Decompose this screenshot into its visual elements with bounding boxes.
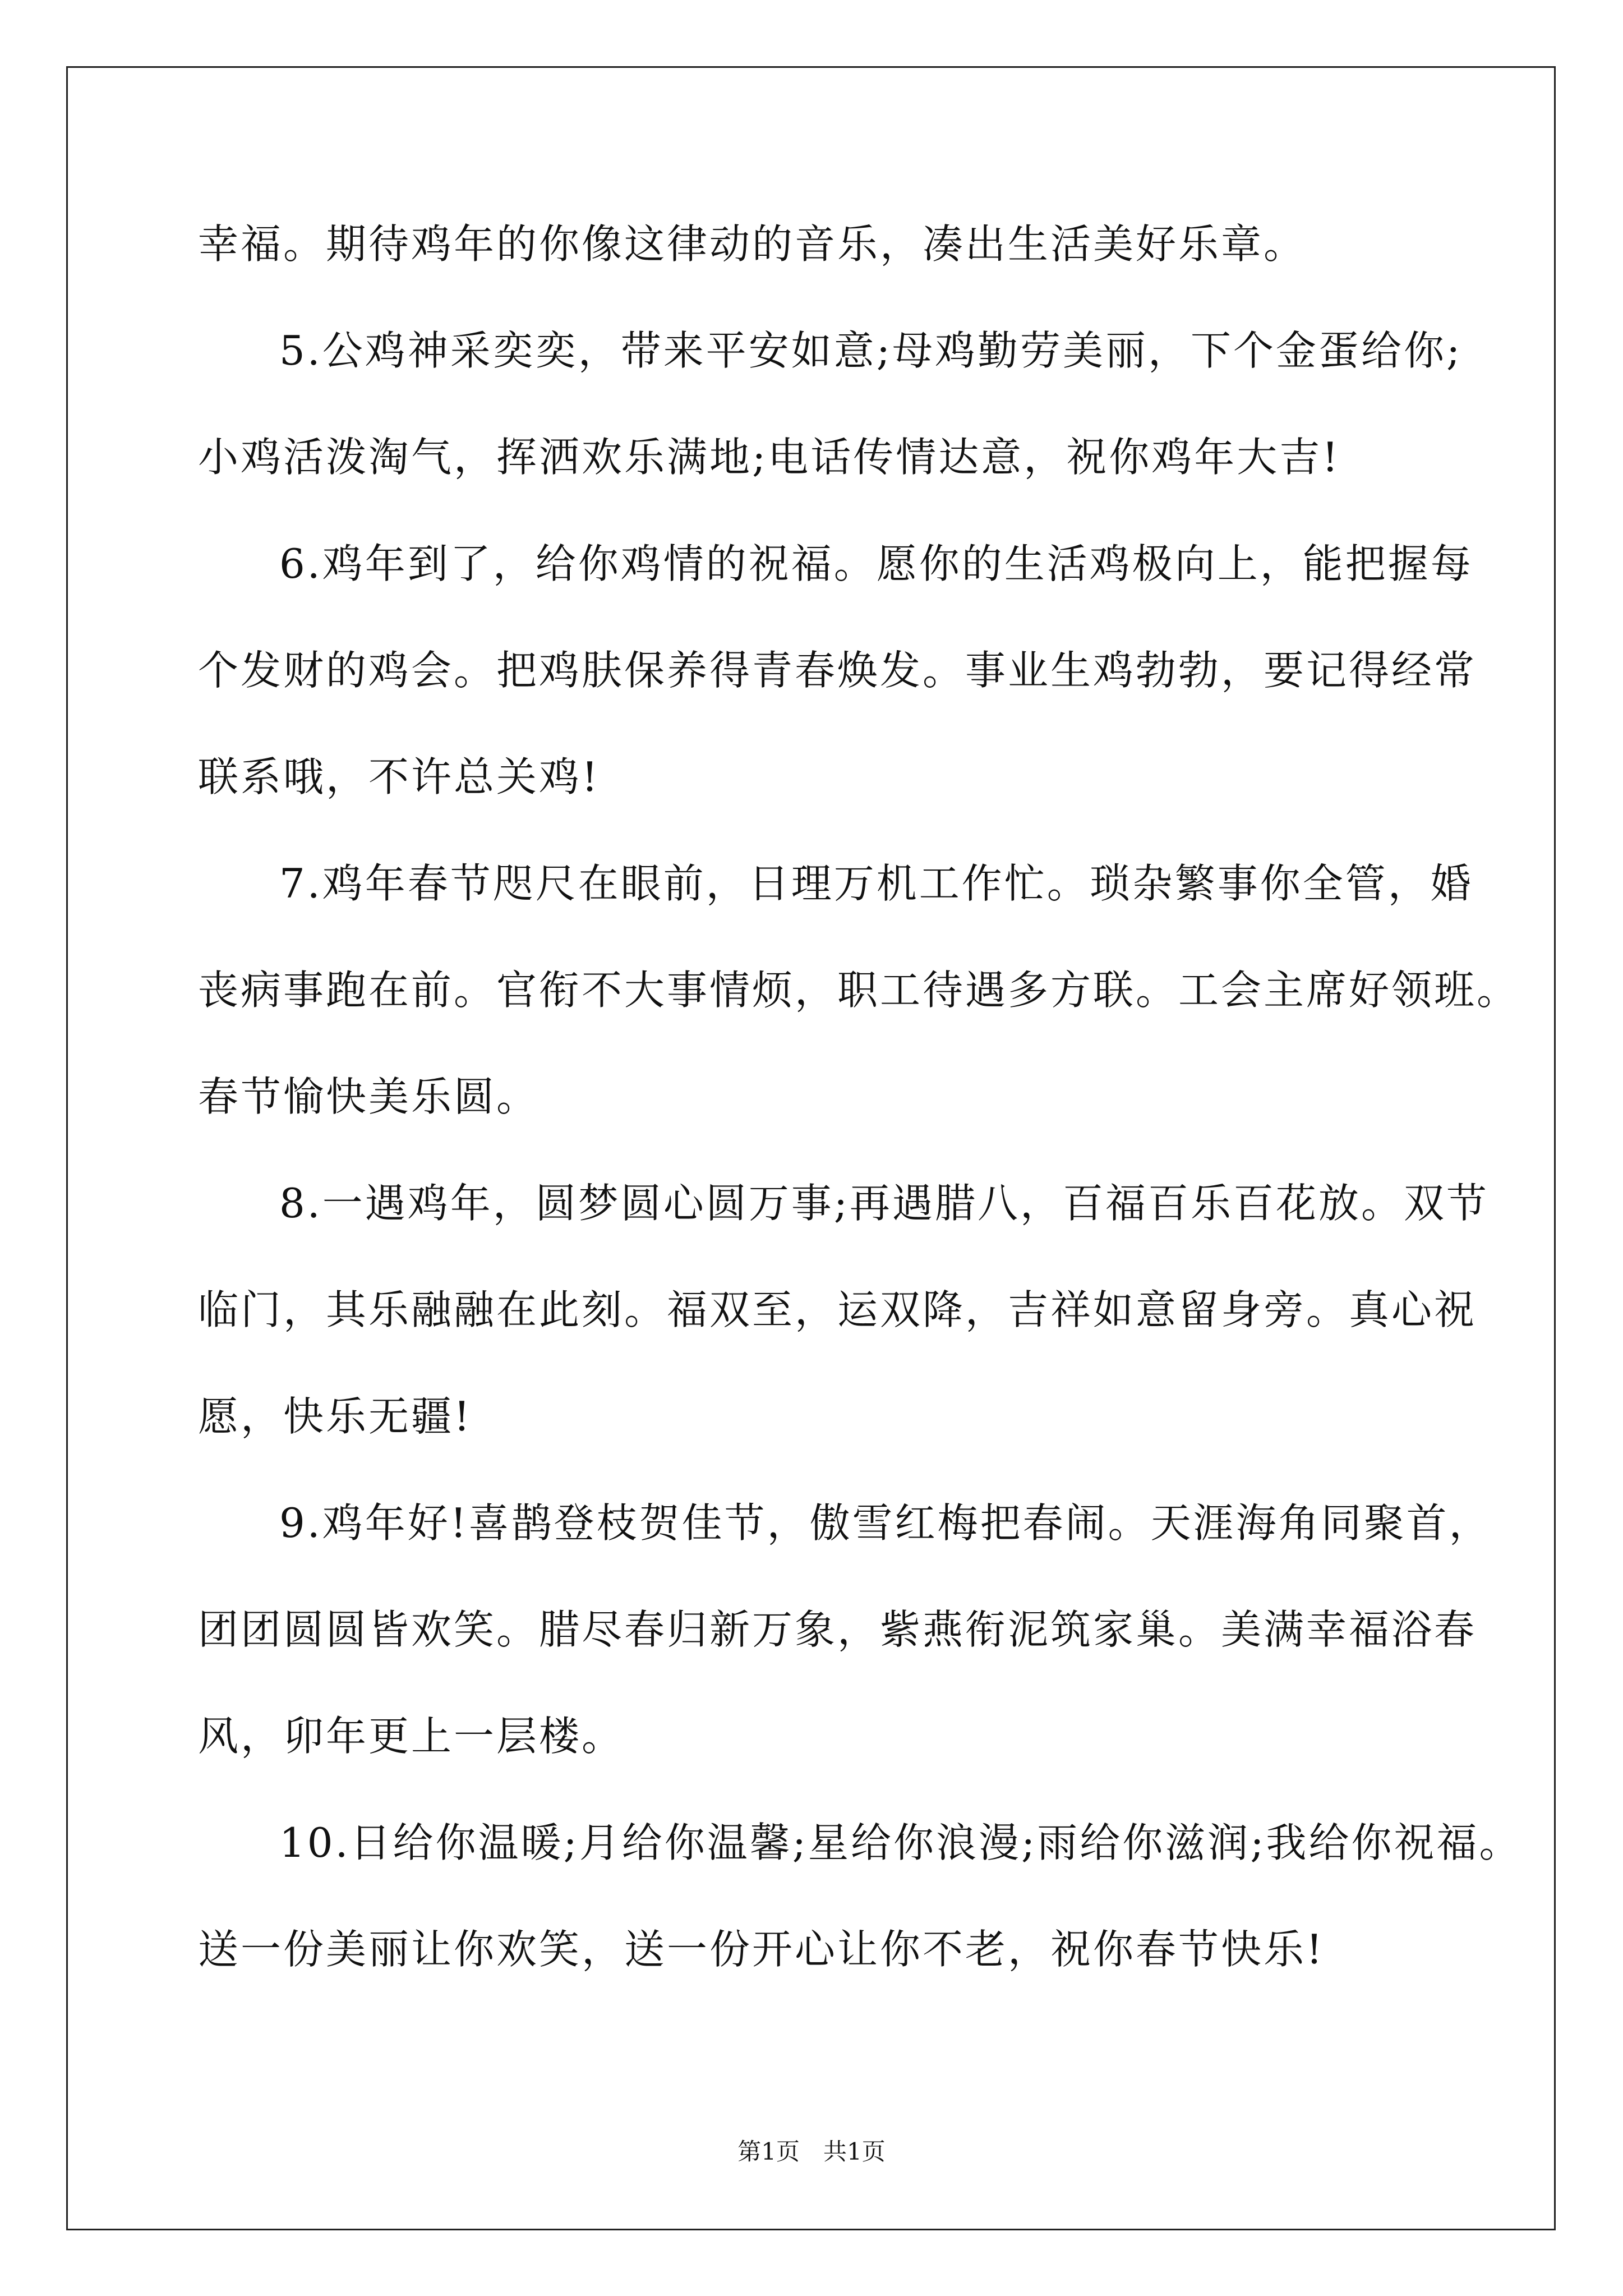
text-line: 9.鸡年好!喜鹊登枝贺佳节，傲雪红梅把春闹。天涯海角同聚首， xyxy=(279,1499,1492,1547)
text-line: 幸福。期待鸡年的你像这律动的音乐，凑出生活美好乐章。 xyxy=(198,220,1307,268)
page-footer: 第1页 共1页 xyxy=(737,2138,886,2165)
text-line: 联系哦，不许总关鸡! xyxy=(198,753,600,800)
text-line: 丧病事跑在前。官衔不大事情烦，职工待遇多方联。工会主席好领班。 xyxy=(198,967,1520,1014)
text-line: 春节愉快美乐圆。 xyxy=(198,1073,540,1120)
text-line: 风，卯年更上一层楼。 xyxy=(198,1713,625,1760)
text-line: 临门，其乐融融在此刻。福双至，运双降，吉祥如意留身旁。真心祝 xyxy=(198,1286,1477,1333)
text-line: 10.日给你温暖;月给你温馨;星给你浪漫;雨给你滋润;我给你祝福。 xyxy=(279,1819,1522,1866)
text-line: 送一份美丽让你欢笑，送一份开心让你不老，祝你春节快乐! xyxy=(198,1926,1325,1973)
text-line: 7.鸡年春节咫尺在眼前，日理万机工作忙。琐杂繁事你全管，婚 xyxy=(279,860,1473,907)
text-line: 团团圆圆皆欢笑。腊尽春归新万象，紫燕衔泥筑家巢。美满幸福浴春 xyxy=(198,1606,1477,1653)
text-line: 8.一遇鸡年，圆梦圆心圆万事;再遇腊八，百福百乐百花放。双节 xyxy=(279,1180,1489,1227)
text-line: 5.公鸡神采奕奕，带来平安如意;母鸡勤劳美丽，下个金蛋给你; xyxy=(279,327,1463,374)
text-line: 小鸡活泼淘气，挥洒欢乐满地;电话传情达意，祝你鸡年大吉! xyxy=(198,434,1341,481)
text-line: 6.鸡年到了，给你鸡情的祝福。愿你的生活鸡极向上，能把握每 xyxy=(279,540,1473,587)
text-line: 个发财的鸡会。把鸡肤保养得青春焕发。事业生鸡勃勃，要记得经常 xyxy=(198,647,1477,694)
document-body xyxy=(198,210,1522,2022)
text-line: 愿，快乐无疆! xyxy=(198,1393,472,1440)
